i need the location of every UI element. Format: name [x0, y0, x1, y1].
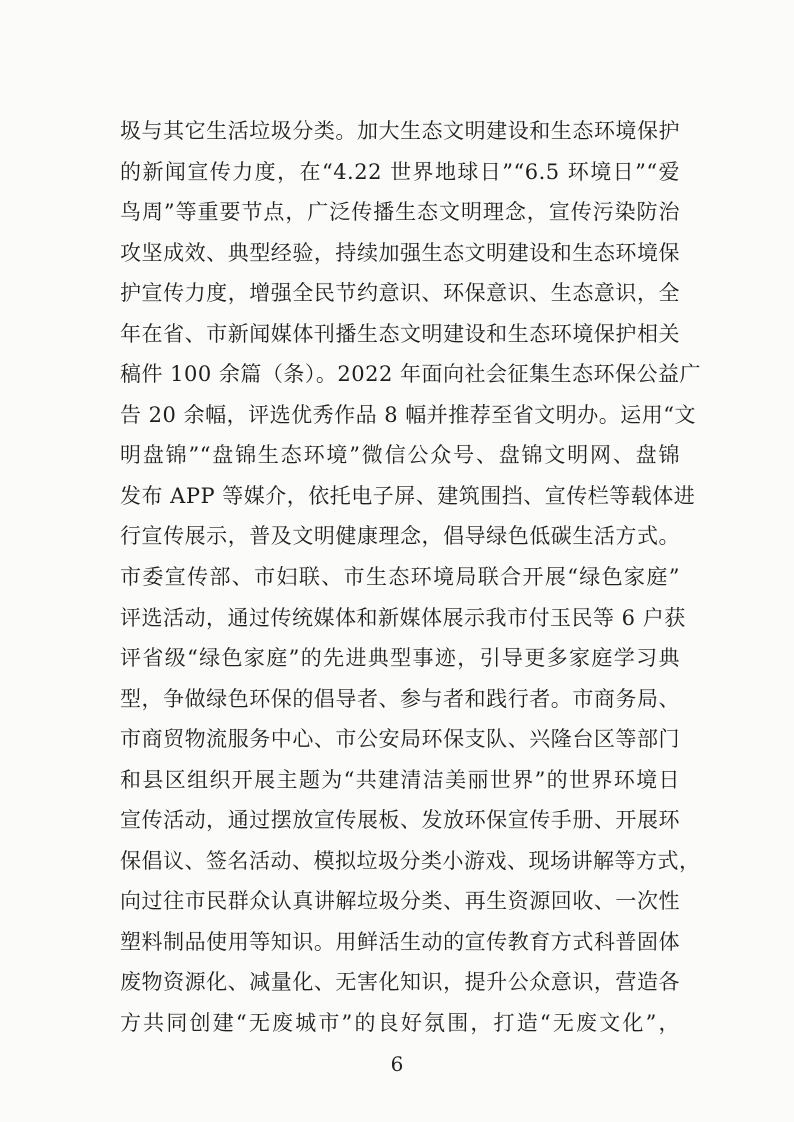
text-line-18: 宣传活动，通过摆放宣传展板、发放环保宣传手册、开展环 [120, 808, 680, 833]
body-paragraph [120, 111, 702, 1044]
text-line-4: 攻坚成效、典型经验，持续加强生态文明建设和生态环境保 [120, 240, 680, 265]
text-line-10: 发布 APP 等媒介，依托电子屏、建筑围挡、宣传栏等载体进 [120, 483, 696, 508]
text-line-16: 市商贸物流服务中心、市公安局环保支队、兴隆台区等部门 [120, 727, 680, 752]
text-line-17: 和县区组织开展主题为“共建清洁美丽世界”的世界环境日 [120, 767, 680, 792]
text-line-3: 鸟周”等重要节点，广泛传播生态文明理念，宣传污染防治 [120, 200, 680, 225]
text-line-22: 废物资源化、减量化、无害化知识，提升公众意识，营造各 [120, 970, 680, 995]
text-line-8: 告 20 余幅，评选优秀作品 8 幅并推荐至省文明办。运用“文 [120, 402, 697, 427]
text-line-19: 保倡议、签名活动、模拟垃圾分类小游戏、现场讲解等方式， [120, 848, 701, 873]
text-line-7: 稿件 100 余篇（条）。2022 年面向社会征集生态环保公益广 [120, 362, 702, 387]
text-line-15: 型，争做绿色环保的倡导者、参与者和践行者。市商务局、 [120, 686, 680, 711]
text-line-12: 市委宣传部、市妇联、市生态环境局联合开展“绿色家庭” [120, 565, 680, 590]
text-line-9: 明盘锦”“盘锦生态环境”微信公众号、盘锦文明网、盘锦 [120, 443, 680, 468]
page-number: 6 [390, 1052, 404, 1076]
text-line-5: 护宣传力度，增强全民节约意识、环保意识、生态意识，全 [120, 281, 680, 306]
text-line-21: 塑料制品使用等知识。用鲜活生动的宣传教育方式科普固体 [120, 929, 680, 954]
text-line-1: 圾与其它生活垃圾分类。加大生态文明建设和生态环境保护 [120, 119, 680, 143]
text-line-23: 方共同创建“无废城市”的良好氛围，打造“无废文化”， [120, 1011, 680, 1036]
text-line-13: 评选活动，通过传统媒体和新媒体展示我市付玉民等 6 户获 [120, 605, 686, 630]
text-line-20: 向过往市民群众认真讲解垃圾分类、再生资源回收、一次性 [120, 889, 680, 914]
text-line-14: 评省级“绿色家庭”的先进典型事迹，引导更多家庭学习典 [120, 646, 680, 671]
text-line-2: 的新闻宣传力度，在“4.22 世界地球日”“6.5 环境日”“爱 [120, 159, 680, 184]
text-line-11: 行宣传展示，普及文明健康理念，倡导绿色低碳生活方式。 [120, 524, 680, 549]
text-line-6: 年在省、市新闻媒体刊播生态文明建设和生态环境保护相关 [120, 321, 680, 346]
